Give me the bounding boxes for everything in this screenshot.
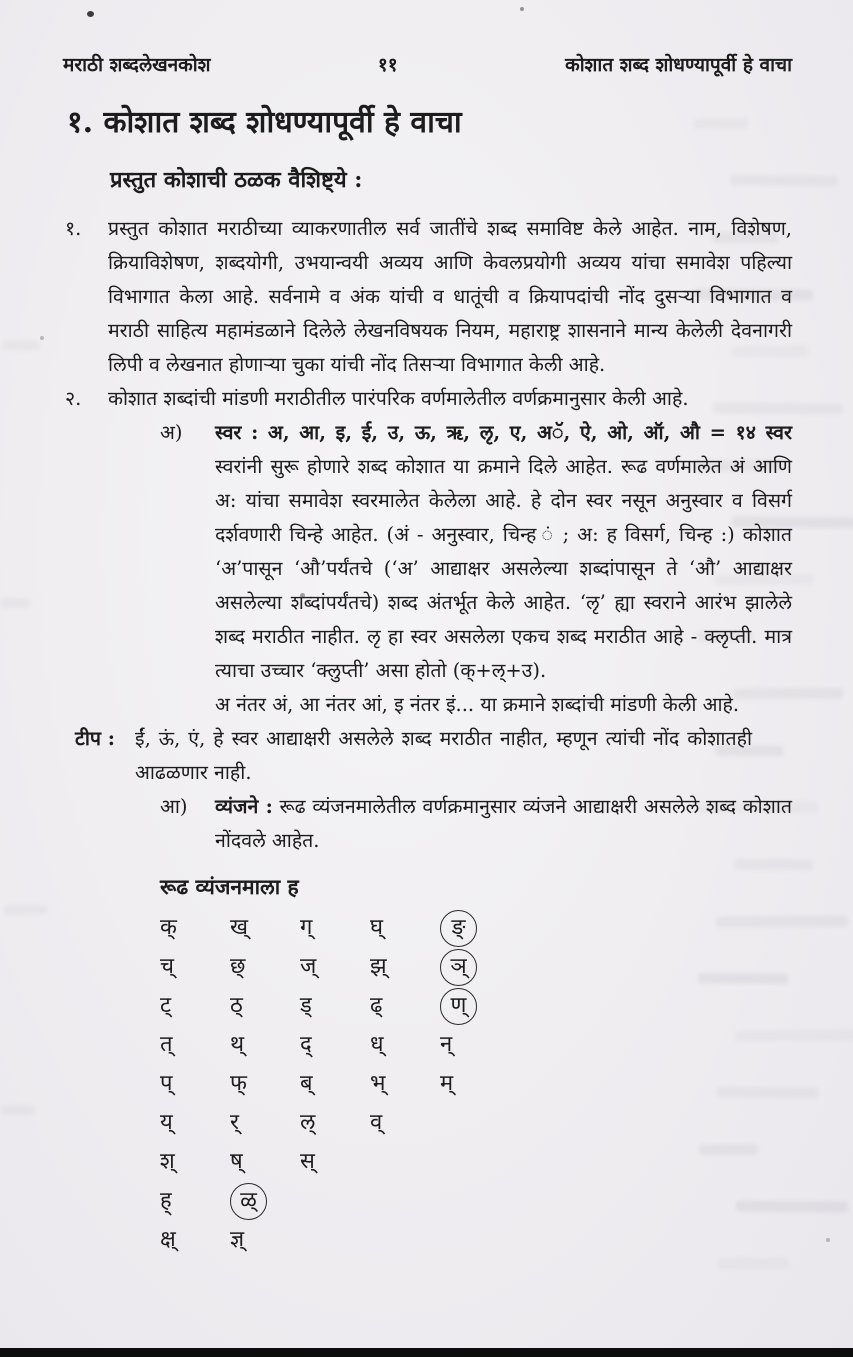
consonant-letter: झ् bbox=[370, 954, 387, 979]
consonant-letter: म् bbox=[440, 1071, 454, 1096]
subitem-aa-text: रूढ व्यंजनमालेतील वर्णक्रमानुसार व्यंजने आद्याक्षरी असलेले शब्द कोशात नोंदवले आहेत. bbox=[215, 795, 792, 852]
consonant-letter: ग् bbox=[300, 915, 313, 940]
running-title-left: मराठी शब्दलेखनकोश bbox=[63, 54, 211, 76]
item-2-text: कोशात शब्दांची मांडणी मराठीतील पारंपरिक वर्णमालेतील वर्णक्रमानुसार केली आहे. bbox=[108, 387, 689, 410]
subitem-aa-marker: आ) bbox=[160, 795, 188, 818]
chapter-title: १. कोशात शब्द शोधण्यापूर्वी हे वाचा bbox=[67, 105, 462, 140]
consonant-letter: र् bbox=[230, 1110, 239, 1135]
subitem-a-text: स्वरांनी सुरू होणारे शब्द कोशात या क्रमाने दिले आहेत. रूढ वर्णमालेत अं आणि अ: यांचा समावेश स्वरमालेत केलेला आहे. हे दोन स्वर नसून अनुस्वार व विसर्ग दर्शवणारी चिन्हे आहेत. (अं - अनुस्वार, चिन्ह ं ; अ: ह विसर्ग, चिन्ह :) कोशात ‘अ’पासून ‘औ’पर्यंतचे (‘अ’ आद्याक्षर असलेल्या शब्दांपासून ते ‘औ’ आद्याक्षर असलेल्या शब्दांपर्यंतचे) शब्द अंतर्भूत केले आहेत. ‘लृ’ ह्या स्वराने आरंभ झालेले शब्द मराठीत नाहीत. लृ हा स्वर असलेला एकच शब्द मराठीत आहे - क्लृप्ती. मात्र त्याचा उच्चार ‘क्लुप्ती’ असा होतो (क्+ल्+उ). bbox=[215, 455, 792, 682]
consonant-letter-circled: ञ् bbox=[440, 947, 510, 986]
consonant-letter: श् bbox=[160, 1149, 175, 1174]
subitem-a bbox=[160, 416, 792, 688]
item-2-marker: २. bbox=[65, 387, 82, 410]
consonant-row bbox=[160, 1220, 792, 1259]
consonant-row bbox=[160, 1064, 792, 1103]
note-tip bbox=[75, 722, 792, 790]
scan-bottom-edge bbox=[0, 1348, 853, 1357]
consonant-row bbox=[160, 1181, 792, 1220]
consonant-letter: च् bbox=[160, 954, 174, 979]
consonant-letter: ख् bbox=[230, 915, 248, 940]
item-1-marker: १. bbox=[65, 217, 82, 240]
consonant-letter: छ् bbox=[230, 954, 246, 979]
consonant-letter: क् bbox=[160, 915, 177, 940]
consonant-letter: प् bbox=[160, 1071, 173, 1096]
consonant-letter: ब् bbox=[300, 1071, 313, 1096]
consonant-letter: द् bbox=[300, 1032, 312, 1057]
subitem-a-lead: स्वर : अ, आ, इ, ई, उ, ऊ, ऋ, लृ, ए, अॅ, ऐ, ओ, ऑ, औ = १४ स्वर bbox=[215, 421, 792, 444]
consonant-letter: स् bbox=[300, 1149, 315, 1174]
note-text: ईं, ऊं, एं, हे स्वर आद्याक्षरी असलेले शब्द मराठीत नाहीत, म्हणून त्यांची नोंद कोशातही आढळणार नाही. bbox=[135, 727, 752, 784]
consonant-row bbox=[160, 1103, 792, 1142]
consonant-letter: थ् bbox=[230, 1032, 245, 1057]
consonant-letter: ज्ञ् bbox=[230, 1227, 245, 1252]
consonant-letter-circled: ण् bbox=[440, 986, 510, 1025]
consonant-row bbox=[160, 1142, 792, 1181]
item-1-text: प्रस्तुत कोशात मराठीच्या व्याकरणातील सर्व जातींचे शब्द समाविष्ट केले आहेत. नाम, विशेषण, क्रियाविशेषण, शब्दयोगी, उभयान्वयी अव्यय आणि केवलप्रयोगी अव्यय यांचा समावेश पहिल्या विभागात केला आहे. सर्वनामे व अंक यांची व धातूंची व क्रियापदांची नोंद दुसऱ्या विभागात व मराठी साहित्य महामंडळाने दिलेले लेखनविषयक नियम, महाराष्ट्र शासनाने मान्य केलेली देवनागरी लिपी व लेखनात होणाऱ्या चुका यांची नोंद तिसऱ्या विभागात केली आहे. bbox=[108, 217, 792, 376]
consonant-letter: फ् bbox=[230, 1071, 247, 1096]
consonant-row bbox=[160, 1025, 792, 1064]
page-number: ११ bbox=[377, 54, 398, 76]
item-1 bbox=[63, 212, 792, 382]
note-marker: टीप : bbox=[75, 727, 115, 750]
consonant-row bbox=[160, 947, 792, 986]
consonant-letter: त् bbox=[160, 1032, 173, 1057]
consonant-letter: ढ् bbox=[370, 993, 383, 1018]
consonant-letter: भ् bbox=[370, 1071, 386, 1096]
running-head bbox=[63, 0, 792, 78]
consonant-letter: न् bbox=[440, 1032, 453, 1057]
subitem-a-marker: अ) bbox=[160, 421, 183, 444]
item-2 bbox=[63, 382, 792, 416]
consonant-letter: ट् bbox=[160, 993, 172, 1018]
consonant-letter: ष् bbox=[230, 1149, 243, 1174]
consonant-letter: ड् bbox=[300, 993, 312, 1018]
varnamala-heading: रूढ व्यंजनमाला ह bbox=[160, 874, 299, 899]
consonant-letter: क्ष् bbox=[160, 1227, 176, 1252]
consonant-letter: व् bbox=[370, 1110, 383, 1135]
consonant-letter: ह् bbox=[160, 1188, 172, 1213]
consonant-letter: य् bbox=[160, 1110, 173, 1135]
consonant-letter: ध् bbox=[370, 1032, 384, 1057]
running-title-right: कोशात शब्द शोधण्यापूर्वी हे वाचा bbox=[565, 54, 792, 76]
subitem-aa bbox=[160, 790, 792, 858]
consonant-letter-circled: ङ् bbox=[440, 908, 510, 947]
consonant-row bbox=[160, 986, 792, 1025]
section-subtitle: प्रस्तुत कोशाची ठळक वैशिष्ट्ये : bbox=[110, 167, 363, 193]
consonant-letter: घ् bbox=[370, 915, 384, 940]
numbered-items bbox=[63, 212, 792, 416]
consonant-row bbox=[160, 908, 792, 947]
subitem-a-closing: अ नंतर अं, आ नंतर आं, इ नंतर इं... या क्रमाने शब्दांची मांडणी केली आहे. bbox=[215, 693, 740, 716]
consonant-letter: ज् bbox=[300, 954, 317, 979]
consonant-table bbox=[160, 908, 792, 1259]
consonant-letter-circled: ळ् bbox=[230, 1181, 300, 1220]
consonant-letter: ल् bbox=[300, 1110, 316, 1135]
subitem-aa-lead: व्यंजने : bbox=[215, 795, 273, 818]
consonant-letter: ठ् bbox=[230, 993, 243, 1018]
